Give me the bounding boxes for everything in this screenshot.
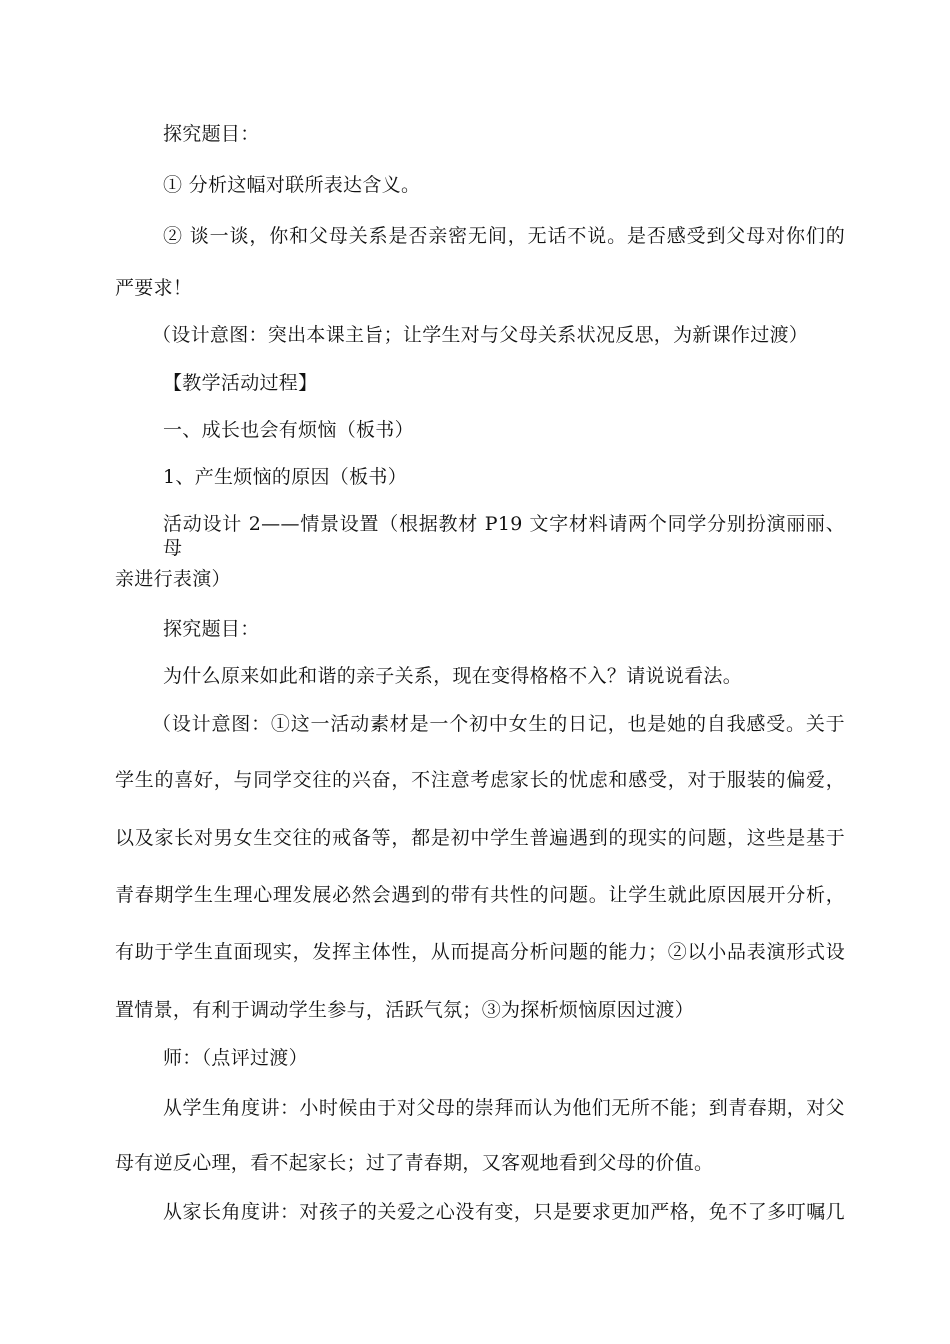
teacher-comment: 师：（点评过渡） <box>163 1047 308 1069</box>
heading-inquiry-2: 探究题目： <box>163 618 260 640</box>
design-intent-2-line-3: 以及家长对男女生交往的戒备等，都是初中学生普遍遇到的现实的问题，这些是基于 <box>115 827 845 849</box>
design-intent-2-line-1: （设计意图：①这一活动素材是一个初中女生的日记，也是她的自我感受。关于 <box>152 713 845 735</box>
design-intent-2-line-6: 置情景，有利于调动学生参与，活跃气氛；③为探析烦恼原因过渡） <box>115 999 695 1021</box>
question-2-line-2: 严要求！ <box>115 277 193 299</box>
design-intent-2-line-2: 学生的喜好，与同学交往的兴奋，不注意考虑家长的忧虑和感受，对于服装的偏爱， <box>115 769 845 791</box>
heading-inquiry-1: 探究题目： <box>163 123 260 145</box>
section-heading-1: 一、成长也会有烦恼（板书） <box>163 419 414 441</box>
inquiry-question: 为什么原来如此和谐的亲子关系，现在变得格格不入？请说说看法。 <box>163 665 743 687</box>
design-intent-2-line-5: 有助于学生直面现实，发挥主体性，从而提高分析问题的能力；②以小品表演形式设 <box>115 941 845 963</box>
activity-design-2-line-1: 活动设计 2——情景设置（根据教材 P19 文字材料请两个同学分别扮演丽丽、母 <box>163 513 845 559</box>
section-teaching-process: 【教学活动过程】 <box>163 372 318 394</box>
activity-design-2-line-2: 亲进行表演） <box>115 568 231 590</box>
subsection-heading-1: 1、产生烦恼的原因（板书） <box>163 466 407 488</box>
student-perspective-line-2: 母有逆反心理，看不起家长；过了青春期，又客观地看到父母的价值。 <box>115 1152 714 1174</box>
design-intent-1: （设计意图：突出本课主旨；让学生对与父母关系状况反思，为新课作过渡） <box>152 324 809 346</box>
parent-perspective-line-1: 从家长角度讲：对孩子的关爱之心没有变，只是要求更加严格，免不了多叮嘱几 <box>163 1201 845 1223</box>
design-intent-2-line-4: 青春期学生生理心理发展必然会遇到的带有共性的问题。让学生就此原因展开分析， <box>115 884 845 906</box>
question-1: ① 分析这幅对联所表达含义。 <box>163 174 421 196</box>
student-perspective-line-1: 从学生角度讲：小时候由于对父母的崇拜而认为他们无所不能；到青春期，对父 <box>163 1097 845 1119</box>
question-2-line-1: ② 谈一谈，你和父母关系是否亲密无间，无话不说。是否感受到父母对你们的 <box>163 225 845 247</box>
